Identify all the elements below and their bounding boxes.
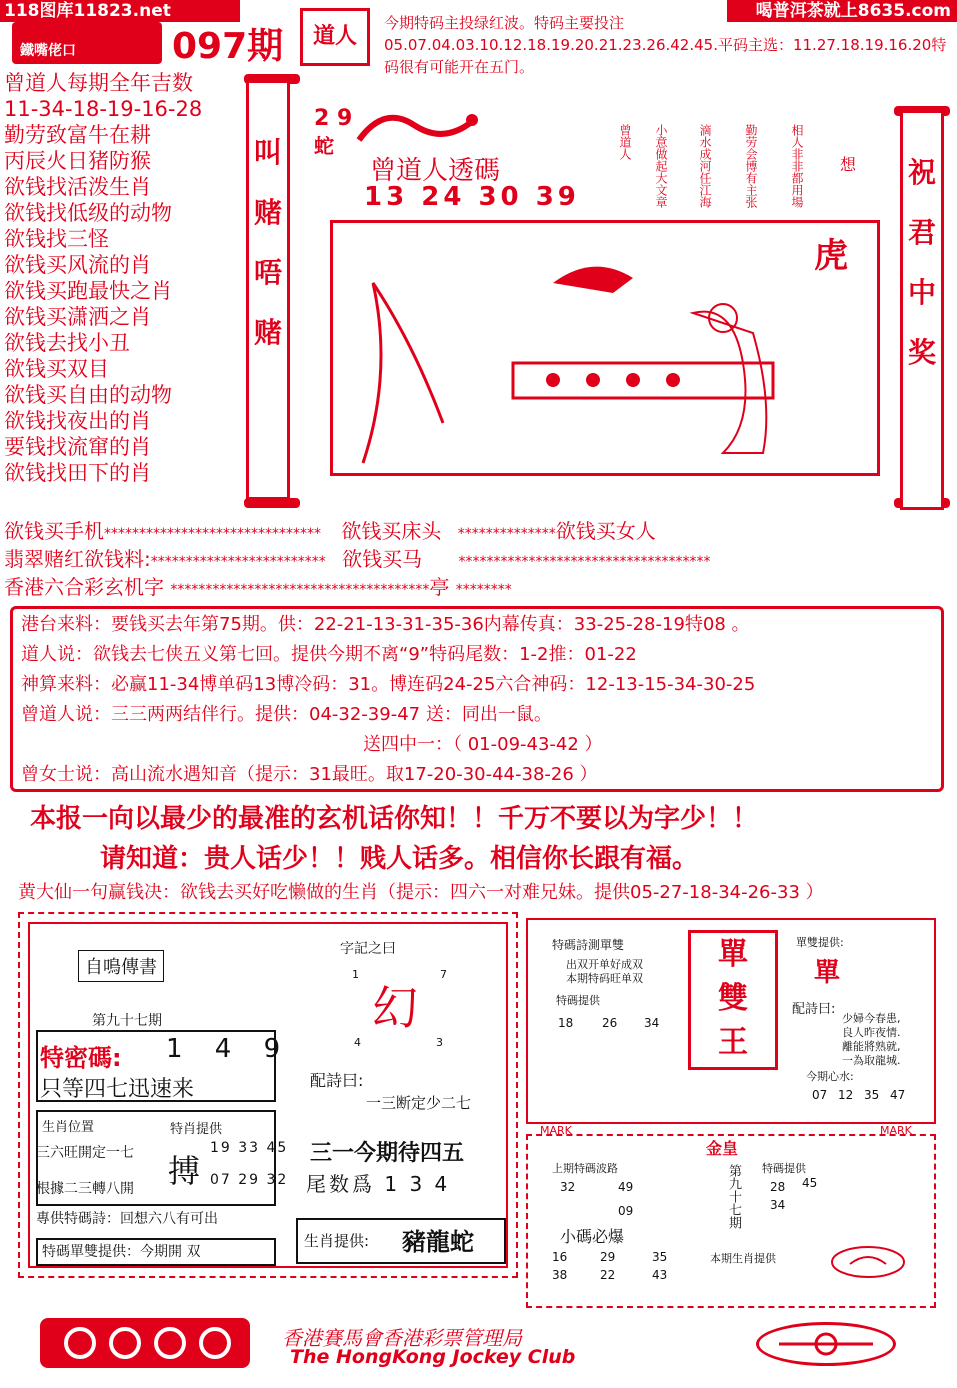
mark-label: MARK	[540, 1124, 572, 1137]
poem-line: 良人昨夜情.	[842, 1026, 901, 1039]
ball-number: 07	[812, 1088, 828, 1102]
ball-number: 32	[560, 1180, 576, 1194]
ball-number: 26	[602, 1016, 618, 1030]
star-line-text: 翡翠赌红欲钱料:	[4, 547, 151, 571]
verse-item: 欲钱找田下的肖	[4, 461, 151, 485]
zijiri-label: 字記之曰	[340, 941, 396, 957]
ball-number: 49	[618, 1180, 634, 1194]
mark-label: MARK	[880, 1124, 912, 1137]
vertical-poem-col: 曾道人	[618, 124, 632, 160]
verse-item: 丙辰火日猪防猴	[4, 149, 151, 173]
benqi-zodiac-label: 本期生肖提供	[710, 1252, 776, 1265]
star-line-2	[4, 546, 710, 575]
dsw-char: 王	[718, 1025, 748, 1060]
ball-number: 43	[652, 1268, 668, 1282]
ball-number: 09	[618, 1204, 634, 1218]
peishi-label: 配詩曰:	[310, 1071, 364, 1090]
stars: *************************	[150, 554, 326, 570]
zodiac-provide-label: 生肖提供:	[304, 1232, 370, 1250]
lottery-logo	[40, 1318, 250, 1368]
ball-number: 34	[770, 1198, 786, 1212]
poem-line: 離能將熟就,	[842, 1040, 901, 1053]
verse-item: 欲钱找三怪	[4, 227, 109, 251]
ball-number: 35	[864, 1088, 880, 1102]
tips-line: 曾女士说：高山流水遇知音（提示：31最旺。取17-20-30-44-38-26 ）	[21, 764, 598, 785]
horse-emblem-icon	[828, 1244, 908, 1280]
issue-number: 097期	[172, 26, 284, 67]
tips-line: 曾道人说：三三两两结伴行。提供：04-32-39-47 送：同出一鼠。	[21, 704, 552, 725]
scroll-left	[246, 80, 290, 500]
verse-item: 欲钱买潇洒之肖	[4, 305, 151, 329]
stars: ************************************	[458, 554, 711, 570]
odd-even-box: 特碼單雙提供：今期開 双	[36, 1238, 276, 1266]
star-line-text: 欲钱买床头	[341, 519, 442, 543]
dial-number: 1	[352, 968, 359, 981]
zodiac-provide-value: 豬龍蛇	[402, 1228, 474, 1256]
tail-number-line: 尾数爲 1 3 4	[306, 1172, 451, 1196]
temi-label: 特密碼:	[40, 1044, 122, 1072]
bo-numbers: 07 29 32	[210, 1172, 289, 1188]
dsw-char: 單	[718, 937, 748, 972]
star-line-text: 亭	[429, 575, 450, 599]
ball-number: 38	[552, 1268, 568, 1282]
special-poem: 專供特碼詩：回想六八有可出	[36, 1211, 218, 1227]
tema-label-2: 特碼提供	[762, 1162, 806, 1175]
vertical-poem-col: 勤劳会博有主张	[744, 124, 758, 208]
slogan-1: 本报一向以最少的最准的玄机话你知！！千万不要以为字少！！	[30, 804, 759, 834]
temi-line: 只等四七迅速来	[40, 1077, 195, 1102]
issue-label: 第九十七期	[92, 1013, 162, 1029]
verse-item: 欲钱找活泼生肖	[4, 175, 151, 199]
star-line-text: 欲钱买马	[342, 547, 423, 571]
ball-number: 12	[838, 1088, 854, 1102]
scroll-char: 祝	[907, 156, 936, 189]
poem-line: 少婦今春患,	[842, 1012, 901, 1025]
scroll-char: 叫	[253, 136, 282, 169]
ball-number: 45	[802, 1176, 818, 1190]
star-line-text: 欲钱买手机	[4, 519, 104, 543]
stars: ********	[455, 582, 512, 598]
intro-text: 今期特码主投绿红波。特码主要投注05.07.04.03.10.12.18.19.20.21.23.26.42.45.平码主选：11.27.18.19.16.20特码很有可能开在五门。	[384, 14, 947, 76]
sanyi-line: 三一今期待四五	[310, 1141, 465, 1166]
peishi-label-b: 配詩曰:	[792, 1002, 836, 1017]
panel-title: 特碼詩測單雙	[552, 938, 625, 952]
scroll-char: 奖	[907, 336, 936, 369]
snake-number: 2 9	[314, 106, 353, 131]
dial-number: 7	[440, 968, 447, 981]
verse-item: 欲钱找低级的动物	[4, 201, 172, 225]
tou-ma-title: 曾道人透碼	[370, 156, 501, 186]
verse-item: 11-34-18-19-16-28	[4, 97, 203, 121]
scroll-char: 赌	[253, 196, 282, 229]
poem-line: 出双开单好成双	[566, 958, 643, 971]
verse-item: 欲钱去找小丑	[4, 331, 130, 355]
verse-item: 要钱找流窜的肖	[4, 435, 151, 459]
dsw-char: 雙	[718, 981, 748, 1016]
verse-item: 欲钱买跑最快之肖	[4, 279, 172, 303]
seal-stamp-text: 道人	[312, 24, 357, 49]
star-line-3	[4, 574, 512, 603]
xiang-char: 想	[840, 155, 857, 174]
small-code-label: 小碼必爆	[560, 1227, 625, 1246]
verse-item: 欲钱买双目	[4, 357, 109, 381]
zibian-title: 自鳴傳書	[78, 950, 164, 982]
seal-stamp	[300, 8, 370, 66]
vertical-poem-col: 滴水成河任江海	[698, 124, 712, 208]
verse-item: 勤劳致富牛在耕	[4, 123, 151, 147]
tiger-zodiac: 虎	[814, 236, 848, 276]
verse-item: 欲钱买风流的肖	[4, 253, 151, 277]
tema-label: 特碼提供	[556, 994, 600, 1007]
poem-line: 本期特码旺单双	[566, 972, 643, 985]
tou-ma-numbers: 13 24 30 39	[364, 182, 580, 212]
scroll-right	[900, 110, 944, 510]
site-banner-left: 118图库11823.net	[0, 0, 240, 22]
ball-number: 22	[600, 1268, 616, 1282]
bo-char: 搏	[168, 1152, 201, 1190]
issue-vertical: 第九十七期	[726, 1164, 741, 1229]
ball-number: 28	[770, 1180, 786, 1194]
dsw-provide-char: 單	[814, 958, 841, 988]
zodiac-position-line: 三六旺開定一七	[36, 1145, 134, 1161]
bo-numbers: 19 33 45	[210, 1140, 289, 1156]
scroll-char: 中	[907, 276, 936, 309]
masthead-logo-text: 鐵嘴佬口	[20, 43, 76, 59]
scroll-char: 赌	[253, 316, 282, 349]
dial-number: 4	[354, 1036, 361, 1049]
special-zodiac-label: 特肖提供	[170, 1122, 223, 1137]
ball-number: 47	[890, 1088, 906, 1102]
poem-line: 一為取龍城.	[842, 1054, 901, 1067]
dial-number: 3	[436, 1036, 443, 1049]
jinqi-label: 今期心水:	[806, 1070, 854, 1083]
tips-line: 神算来料：必赢11-34博单码13博冷码：31。博连码24-25六合神码：12-13-15-34-30-25	[21, 674, 756, 695]
site-banner-right: 喝普洱茶就上8635.com	[727, 0, 957, 22]
snake-zodiac: 蛇	[314, 134, 334, 158]
zodiac-position-line: 根據二三轉八開	[36, 1181, 134, 1197]
illustration-frame	[330, 220, 880, 476]
stars: **************	[457, 526, 556, 542]
verse-item: 曾道人每期全年吉数	[4, 71, 193, 95]
peishi-line: 一三断定少二七	[366, 1094, 472, 1112]
ball-number: 34	[644, 1016, 660, 1030]
ball-number: 29	[600, 1250, 616, 1264]
slogan-2: 请知道：贵人话少！！贱人话多。相信你长跟有福。	[100, 844, 699, 874]
huang-daxian-line: 黄大仙一句赢钱决：欲钱去买好吃懒做的生肖（提示：四六一对难兄妹。提供05-27-18-34-26-33 ）	[18, 882, 824, 903]
tips-line: 道人说：欲钱去七侠五义第七回。提供今期不离“9”特码尾数：1-2推：01-22	[21, 644, 637, 665]
lady-and-bird-illustration	[333, 223, 877, 473]
star-line-1	[4, 518, 656, 547]
tips-box	[10, 606, 944, 792]
scroll-frame	[244, 70, 944, 510]
scroll-char: 唔	[253, 256, 282, 289]
vertical-poem-col: 小意做起大文章	[654, 124, 668, 208]
vertical-poem-col: 相人非非都用場	[790, 124, 804, 208]
huan-char: 幻	[372, 981, 418, 1035]
dsw-provide-label: 單雙提供:	[796, 936, 844, 949]
verse-item: 欲钱买自由的动物	[4, 383, 172, 407]
star-line-text: 欲钱买女人	[555, 519, 656, 543]
ball-number: 35	[652, 1250, 668, 1264]
ball-number: 16	[552, 1250, 568, 1264]
odd-even-king-box	[688, 930, 778, 1070]
stars: *************************************	[170, 582, 430, 598]
temi-number: 1 4 9	[166, 1034, 293, 1064]
tips-line: 港台来料：要钱买去年第75期。供：22-21-13-31-35-36内幕传真：33-25-28-19特08 。	[21, 614, 750, 635]
stars: *******************************	[104, 526, 321, 542]
verse-list	[4, 70, 244, 486]
footer-english-name: The HongKong Jockey Club	[290, 1346, 576, 1368]
golden-emperor-title: 金皇	[706, 1139, 739, 1158]
tips-line: 送四中一：（ 01-09-43-42 ）	[363, 734, 603, 755]
jockey-club-seal-icon	[756, 1322, 896, 1366]
scroll-char: 君	[907, 216, 936, 249]
footer-chinese-name: 香港賽馬會香港彩票管理局	[282, 1326, 522, 1350]
zodiac-position-label: 生肖位置	[42, 1120, 95, 1135]
knot-emblem-icon	[40, 1318, 250, 1368]
star-line-text: 香港六合彩玄机字	[4, 575, 164, 599]
verse-item: 欲钱找夜出的肖	[4, 409, 151, 433]
last-issue-label: 上期特碼波路	[552, 1162, 618, 1175]
ball-number: 18	[558, 1016, 574, 1030]
